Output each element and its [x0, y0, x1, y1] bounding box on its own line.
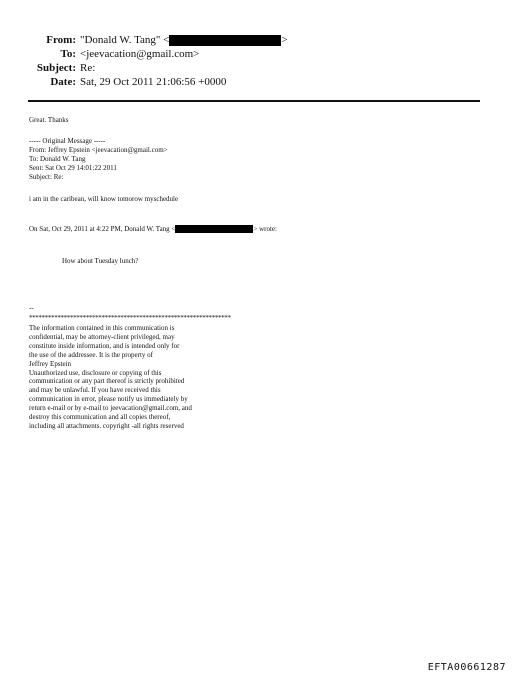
document-id: EFTA00661287 — [427, 662, 506, 673]
original-subject: Subject: Re: — [29, 173, 64, 181]
to-label: To: — [60, 48, 76, 60]
date-label: Date: — [50, 76, 76, 88]
subject-value: Re: — [80, 62, 96, 74]
header-from-row — [0, 33, 512, 47]
to-value: <jeevacation@gmail.com> — [80, 48, 200, 60]
from-name: "Donald W. Tang" < — [80, 34, 170, 46]
original-message-text: i am in the caribean, will know tomorow myschedule — [29, 195, 179, 203]
disclaimer-line: communication or any part thereof is strictly prohibited — [29, 377, 185, 386]
disclaimer-line: including all attachments. copyright -all rights reserved — [29, 421, 184, 430]
disclaimer-line: confidential, may be attorney-client privileged, may — [29, 332, 175, 341]
original-to: To: Donald W. Tang — [29, 155, 86, 163]
disclaimer-line: destroy this communication and all copies thereof, — [29, 413, 171, 421]
redaction-box-wrote — [175, 225, 253, 233]
disclaimer-line: the use of the addressee. It is the property of — [29, 350, 154, 359]
wrote-line — [29, 225, 277, 234]
date-value: Sat, 29 Oct 2011 21:06:56 +0000 — [80, 76, 227, 88]
disclaimer-line: The information contained in this communication is — [29, 324, 175, 332]
signature-stars: **************************************************************** — [29, 314, 231, 322]
original-from: From: Jeffrey Epstein <jeevacation@gmail.com> — [29, 146, 168, 154]
wrote-suffix: > wrote: — [253, 225, 277, 233]
disclaimer-line: Jeffrey Epstein — [29, 359, 72, 368]
original-message-marker: ----- Original Message ----- — [29, 137, 106, 145]
from-suffix: > — [281, 34, 288, 46]
original-sent: Sent: Sat Oct 29 14:01:22 2011 — [29, 164, 117, 172]
wrote-prefix: On Sat, Oct 29, 2011 at 4:22 PM, Donald W. Tang < — [29, 225, 176, 233]
disclaimer-line: communication in error, please notify us immediately by — [29, 395, 188, 404]
from-value — [80, 33, 288, 47]
greeting-line: Great. Thanks — [29, 116, 69, 124]
header-to-row — [0, 47, 512, 61]
from-label: From: — [46, 34, 76, 46]
disclaimer-line: constitute inside information, and is intended only for — [29, 341, 180, 350]
header-divider — [28, 100, 480, 102]
disclaimer-line: Unauthorized use, disclosure or copying of this — [29, 368, 162, 377]
redaction-box-from — [169, 35, 281, 46]
disclaimer-line: return e-mail or by e-mail to jeevacation@gmail.com, and — [29, 404, 192, 413]
header-subject-row — [0, 61, 512, 75]
subject-label: Subject: — [36, 62, 76, 74]
signature-dash: -- — [29, 304, 34, 312]
quoted-message: How about Tuesday lunch? — [62, 257, 139, 265]
header-date-row — [0, 75, 512, 89]
disclaimer-line: and may be unlawful. If you have received this — [29, 386, 161, 395]
